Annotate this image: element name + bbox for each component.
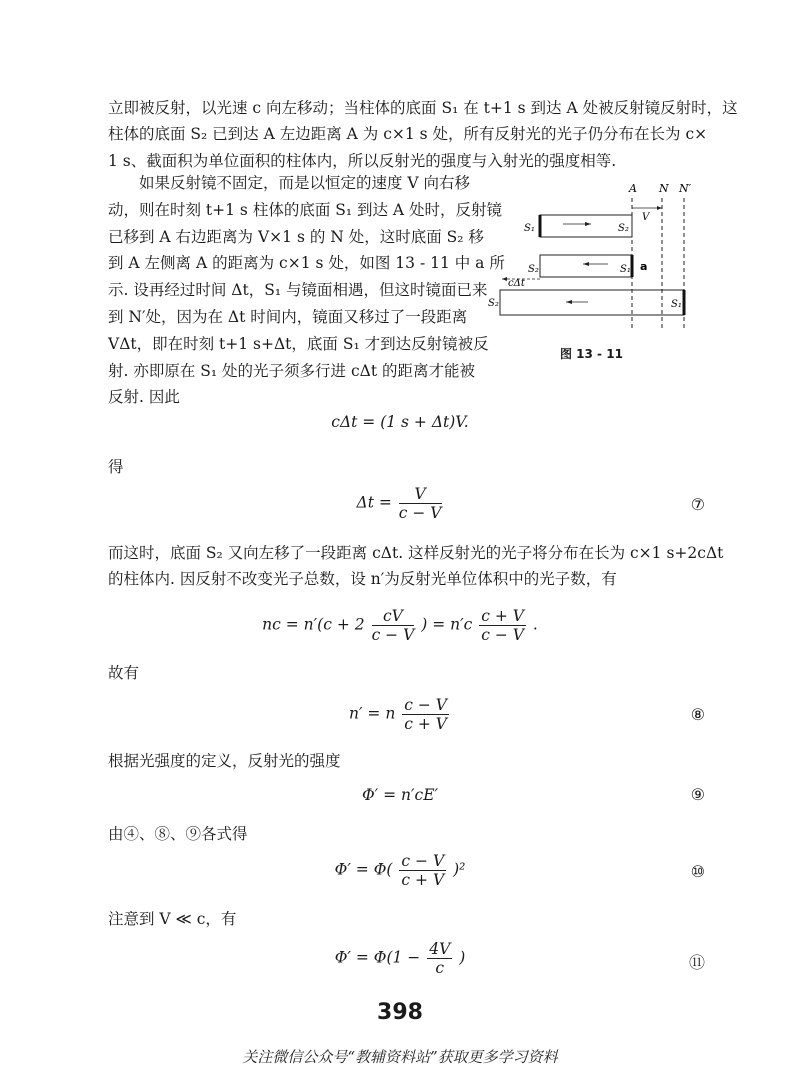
text-line: 反射. 因此 <box>108 388 180 407</box>
paragraph-4: 由④、⑧、⑨各式得 <box>108 825 248 843</box>
eq-mid-fraction-1 <box>372 607 415 644</box>
footer-watermark: 关注微信公众号“教辅资料站”获取更多学习资料 <box>242 1048 558 1066</box>
equation-tag-10: ⑩ <box>690 862 705 881</box>
eq8-numerator: c − V <box>404 696 447 714</box>
label-Nprime: N′ <box>679 182 692 195</box>
eq10-lhs: Φ′ = Φ( <box>334 860 393 879</box>
label-A: A <box>629 182 637 195</box>
eq8-fraction <box>402 696 449 733</box>
eq8-denominator: c + V <box>404 715 447 733</box>
box-a <box>540 255 632 277</box>
eq-mid-b: ) = n′c <box>421 615 473 634</box>
eq7-numerator: V <box>399 485 442 504</box>
eq10-rhs: )² <box>453 860 466 879</box>
box-3 <box>500 290 684 315</box>
eq11-fraction <box>427 940 452 977</box>
text-line: 1 s、截面积为单位面积的柱体内，所以反射光的强度与入射光的强度相等. <box>108 151 617 170</box>
equation-tag-11: ⑪ <box>688 953 705 972</box>
equation-tag-7: ⑦ <box>690 495 705 514</box>
label-N: N <box>659 182 669 195</box>
label-S1-a: S₁ <box>620 264 631 275</box>
wrap-paragraph <box>108 170 505 411</box>
top-paragraph <box>108 95 738 174</box>
eq-mid-fraction-2 <box>479 607 526 644</box>
eq-mid-den1: c − V <box>371 626 415 644</box>
paragraph-2 <box>108 540 724 593</box>
eq-mid-num2: c + V <box>481 607 524 625</box>
figure-13-11 <box>488 180 698 360</box>
label-cdt: cΔt <box>508 278 525 289</box>
equation-1: cΔt = (1 s + Δt)V. <box>331 413 469 431</box>
text-line: 如果反射镜不固定，而是以恒定的速度 V 向右移 <box>108 174 471 192</box>
text-line: VΔt，即在时刻 t+1 s+Δt，底面 S₁ 才到达反射镜被反 <box>108 334 489 353</box>
equation-7 <box>0 485 800 522</box>
figure-caption: 图 13 - 11 <box>560 347 623 361</box>
eq11-numerator: 4V <box>429 940 451 958</box>
text-guyou: 故有 <box>108 664 140 682</box>
eq-mid-den2: c − V <box>481 626 524 644</box>
eq10-numerator: c − V <box>401 852 445 870</box>
eq11-lhs: Φ′ = Φ(1 − <box>334 948 421 967</box>
eq7-denominator: c − V <box>398 504 442 522</box>
equation-tag-9: ⑨ <box>690 785 705 804</box>
text-line: 立即被反射，以光速 c 向左移动；当柱体的底面 S₁ 在 t+1 s 到达 A 处被反射镜反射时，这 <box>108 99 738 117</box>
label-S2: S₂ <box>618 223 629 234</box>
eq10-denominator: c + V <box>401 871 445 889</box>
page-number: 398 <box>377 1000 423 1025</box>
text-line: 到 N′处，因为在 Δt 时间内，镜面又移过了一段距离 <box>108 307 468 326</box>
equation-8 <box>0 696 800 733</box>
equation-10 <box>0 852 800 889</box>
text-line: 已移到 A 右边距离为 V×1 s 的 N 处，这时底面 S₂ 移 <box>108 227 484 246</box>
text-line: 示. 设再经过时间 Δt，S₁ 与镜面相遇，但这时镜面已来 <box>108 281 488 300</box>
text-line: 柱体的底面 S₂ 已到达 A 左边距离 A 为 c×1 s 处，所有反射光的光子仍分布在长为 c× <box>108 125 708 144</box>
paragraph-3: 根据光强度的定义，反射光的强度 <box>108 752 341 770</box>
equation-tag-8: ⑧ <box>690 705 705 724</box>
label-a: a <box>640 260 648 273</box>
paragraph-5: 注意到 V ≪ c，有 <box>108 910 237 928</box>
eq-mid-num1: cV <box>372 607 415 626</box>
eq-mid-end: . <box>532 615 538 634</box>
eq8-lhs: n′ = n <box>349 704 396 723</box>
equation-11 <box>0 940 800 977</box>
eq7-lhs: Δt = <box>356 493 392 512</box>
label-S1-b: S₁ <box>671 299 682 310</box>
text-de: 得 <box>108 458 124 476</box>
label-V: V <box>642 212 650 223</box>
text-line: 射. 亦即原在 S₁ 处的光子须多行进 cΔt 的距离才能被 <box>108 361 475 380</box>
eq-mid-a: nc = n′(c + 2 <box>262 615 365 634</box>
eq10-fraction <box>399 852 446 889</box>
text-line: 的柱体内. 因反射不改变光子总数，设 n′为反射光单位体积中的光子数，有 <box>108 570 617 589</box>
equation-9: Φ′ = n′cE′ <box>361 786 439 804</box>
label-S2-a: S₂ <box>528 264 539 275</box>
eq11-denominator: c <box>435 959 445 977</box>
eq7-fraction <box>399 485 442 522</box>
equation-photon-count <box>0 607 800 644</box>
label-S1: S₁ <box>524 223 535 234</box>
eq11-rhs: ) <box>459 948 466 967</box>
text-line: 动，则在时刻 t+1 s 柱体的底面 S₁ 到达 A 处时，反射镜 <box>108 200 503 219</box>
text-line: 到 A 左侧离 A 的距离为 c×1 s 处，如图 13 - 11 中 a 所 <box>108 254 505 273</box>
text-line: 而这时，底面 S₂ 又向左移了一段距离 cΔt. 这样反射光的光子将分布在长为 c×1 s+2cΔt <box>108 544 724 562</box>
label-S2-b: S₂ <box>488 298 499 309</box>
